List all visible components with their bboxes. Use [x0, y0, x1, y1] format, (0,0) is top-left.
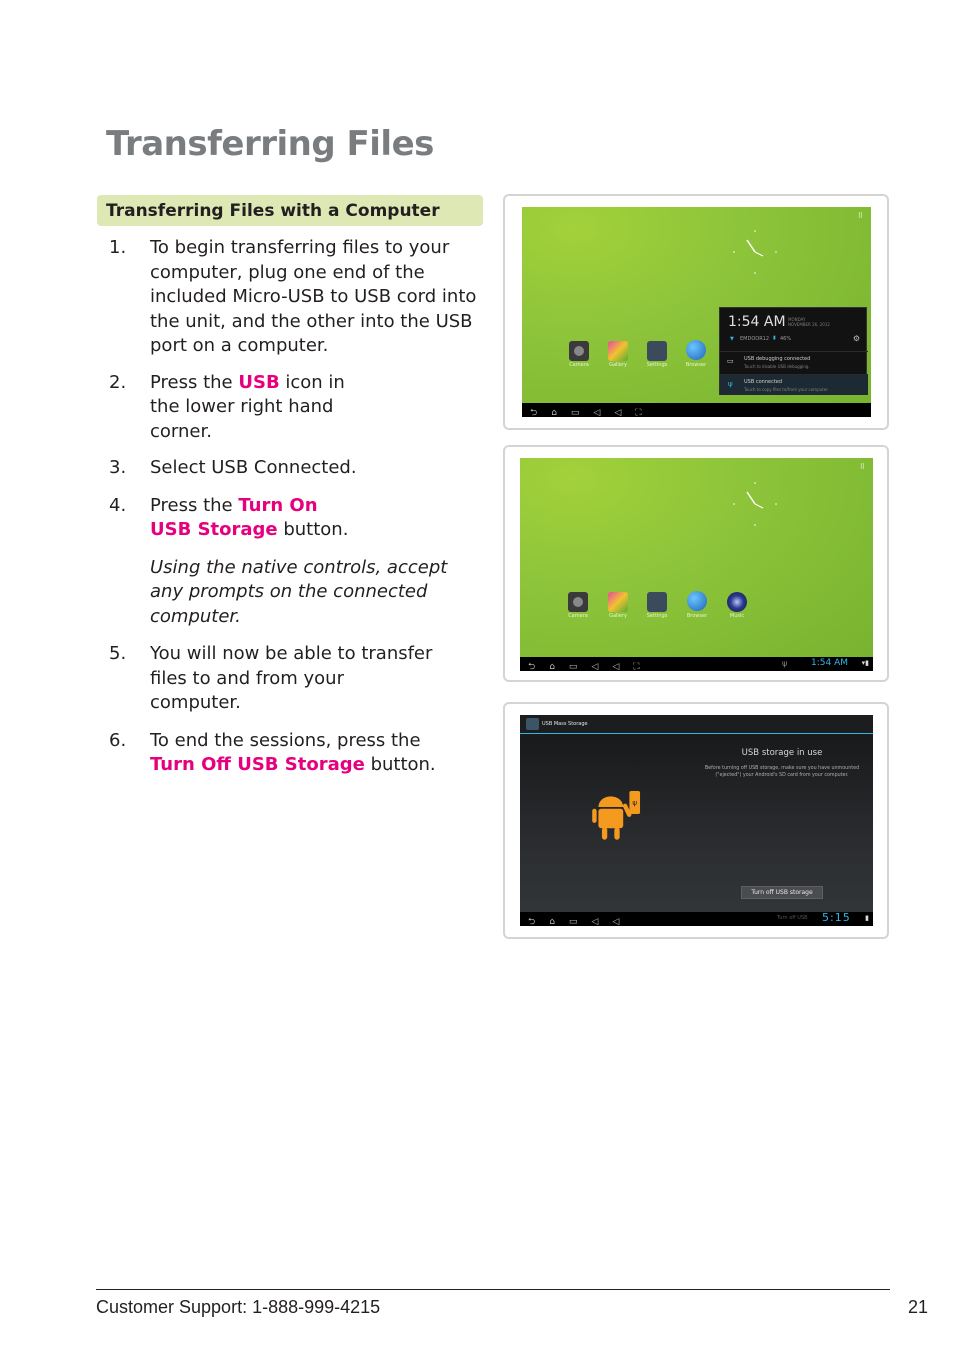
app-label: Browser: [686, 613, 708, 619]
app-label: Gallery: [609, 362, 627, 368]
gallery-app-icon[interactable]: [608, 341, 628, 361]
customer-support: Customer Support: 1-888-999-4215: [96, 1297, 381, 1317]
system-nav-bar: [520, 657, 873, 671]
usb-icon: ψ: [728, 380, 733, 388]
app-label: Camera: [569, 362, 589, 368]
step-text-b: button.: [277, 519, 349, 540]
step-text: [150, 729, 439, 778]
android-debug-icon: ▭: [727, 357, 734, 365]
turn-off-usb-storage-button[interactable]: [741, 886, 823, 899]
note-text: Using the native controls, accept any prompts on the connected computer.: [150, 556, 448, 627]
nav-buttons[interactable]: ⮌⌂▭◁◁⛶: [528, 662, 654, 671]
step-highlight: USB: [238, 371, 280, 393]
step-text: [150, 236, 479, 359]
notification-time: 1:54 AM: [728, 314, 786, 330]
step-highlight: Turn Off USB Storage: [150, 754, 365, 775]
step-number: 1.: [109, 237, 127, 258]
quick-settings-icon[interactable]: ⚙: [852, 334, 860, 343]
battery-icon: ▮: [773, 335, 776, 341]
step-text-b: icon in the lower right hand corner.: [150, 371, 345, 442]
steps-list: [109, 236, 479, 778]
notification-title: USB connected: [744, 379, 783, 385]
app-title: USB Mass Storage: [542, 721, 588, 727]
step-6: [109, 729, 439, 778]
step-text: [150, 642, 439, 716]
tablet-screen: [522, 207, 871, 417]
camera-app-icon[interactable]: [569, 341, 589, 361]
step-text-b: button.: [364, 754, 436, 775]
all-apps-icon: ⠿: [859, 463, 865, 471]
battery-icon: ▮: [865, 914, 869, 922]
nav-buttons[interactable]: ⮌⌂▭◁◁⛶: [530, 408, 656, 417]
all-apps-icon: ⠿: [857, 212, 863, 220]
settings-app-icon[interactable]: [647, 341, 667, 361]
status-time[interactable]: 5:15: [822, 911, 851, 924]
notification-date-text: NOVEMBER 26, 2012: [788, 322, 830, 327]
step-number: 5.: [109, 643, 127, 664]
app-label: Camera: [568, 613, 588, 619]
screenshot-usb-storage: [503, 702, 889, 939]
step-text-a: Press the: [150, 371, 239, 393]
page-title: Transferring Files: [106, 124, 434, 164]
app-label: Browser: [685, 362, 707, 368]
step-number: 6.: [109, 729, 127, 751]
footer-divider: [96, 1289, 890, 1290]
nav-buttons[interactable]: ⮌⌂▭◁◁: [528, 917, 634, 926]
step-text-a: Select USB Connected.: [150, 457, 357, 478]
button-label: Turn off USB storage: [751, 889, 813, 896]
status-notification-text: Turn off USB: [777, 915, 808, 921]
step-text-a: Press the: [150, 494, 239, 516]
step-number: 2.: [109, 371, 127, 393]
tablet-screen: [520, 715, 873, 926]
section-header: [97, 195, 483, 226]
app-label: Settings: [646, 362, 668, 368]
settings-app-icon[interactable]: [647, 592, 667, 612]
usb-storage-app-icon: [526, 718, 539, 730]
app-label: Settings: [646, 613, 668, 619]
android-usb-icon: [590, 791, 644, 853]
wifi-battery-icon: ▾▮: [861, 659, 869, 667]
notification-subtitle: Touch to copy files to/from your computer.: [744, 387, 829, 392]
app-label: Music: [729, 613, 745, 619]
step-text-a: You will now be able to transfer files to and from your computer.: [150, 643, 433, 713]
camera-app-icon[interactable]: [568, 592, 588, 612]
svg-text:ψ: ψ: [632, 798, 638, 808]
step-3: [109, 456, 479, 481]
analog-clock-icon: [730, 479, 780, 529]
notification-date: [788, 317, 838, 327]
usb-storage-heading: USB storage in use: [741, 748, 823, 758]
step-highlight: Turn On USB Storage: [150, 494, 318, 540]
system-nav-bar: [520, 912, 873, 926]
app-title-bar: [520, 715, 873, 734]
usb-status-icon[interactable]: ψ: [782, 659, 788, 668]
step-number: 3.: [109, 457, 127, 478]
step-5: [109, 642, 439, 716]
music-app-icon[interactable]: [727, 592, 747, 612]
battery-level: 46%: [780, 336, 792, 342]
step-number: 4.: [109, 494, 127, 516]
step-2: [109, 371, 369, 445]
section-title: Transferring Files with a Computer: [106, 201, 440, 221]
status-time[interactable]: 1:54 AM: [811, 658, 848, 668]
notification-panel: [719, 307, 867, 395]
step-text-a: To end the sessions, press the: [150, 729, 421, 751]
browser-app-icon[interactable]: [687, 591, 707, 611]
screenshot-home: [503, 445, 889, 682]
system-nav-bar: [522, 403, 871, 417]
screenshot-notifications: [503, 194, 889, 430]
usb-storage-message: Before turning off USB storage, make sure you have unmounted ("ejected") your Android's SD card from your computer.: [704, 766, 860, 778]
step-text: [150, 456, 479, 481]
step-text-a: To begin transferring files to your computer, plug one end of the included Micro-USB to USB cord into the unit, and the other into the USB port on a computer.: [150, 237, 477, 356]
step-text: [150, 371, 369, 445]
notification-subtitle: Touch to disable USB debugging.: [744, 364, 810, 369]
step-1: [109, 236, 479, 359]
browser-app-icon[interactable]: [686, 340, 706, 360]
page-number: 21: [908, 1297, 929, 1317]
step-text: [150, 494, 359, 543]
notification-usb-connected[interactable]: [720, 374, 868, 395]
gallery-app-icon[interactable]: [608, 592, 628, 612]
analog-clock-icon: [730, 227, 780, 277]
step-4: [109, 494, 359, 543]
notification-usb-debugging[interactable]: [720, 351, 868, 373]
notification-day: MONDAY: [788, 317, 806, 322]
wifi-name: EMDOOR12: [740, 336, 770, 342]
wifi-icon: ▼: [730, 336, 734, 342]
app-label: Gallery: [609, 613, 627, 619]
tablet-screen: [520, 458, 873, 671]
notification-title: USB debugging connected: [744, 356, 811, 362]
